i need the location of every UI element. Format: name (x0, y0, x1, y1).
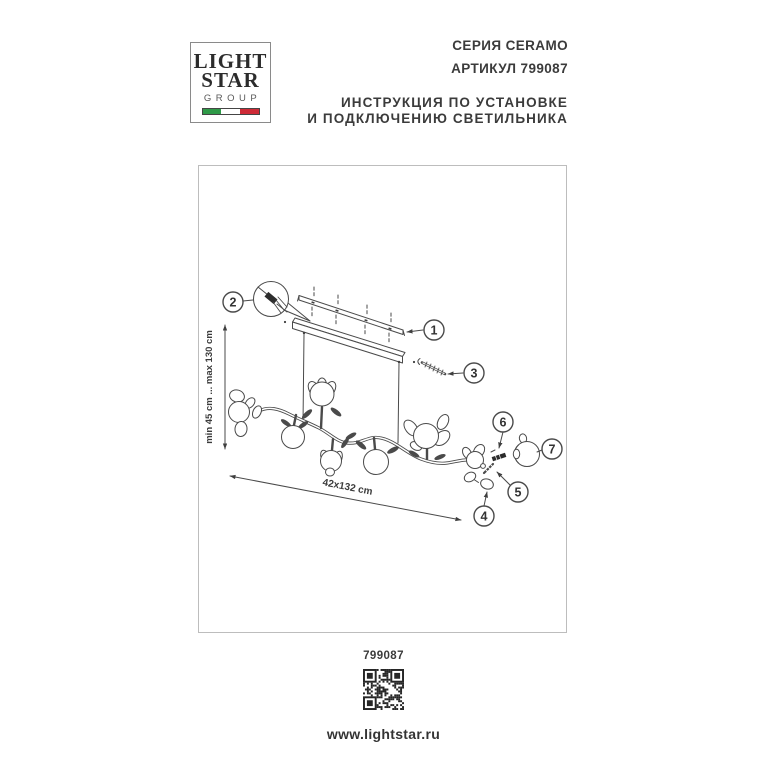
italian-flag (202, 108, 260, 115)
callout-3 (464, 363, 484, 383)
series-title: СЕРИЯ CERAMO (452, 38, 568, 53)
header-titles (307, 34, 568, 126)
footer-article-number: 799087 (363, 650, 404, 662)
flag-green (203, 109, 222, 114)
callout-6 (493, 412, 513, 432)
article-title: АРТИКУЛ 799087 (451, 61, 568, 76)
callout-2-label: 2 (229, 295, 237, 310)
instruction-line-2: И ПОДКЛЮЧЕНИЮ СВЕТИЛЬНИКА (307, 110, 568, 126)
callout-5-label: 5 (514, 485, 522, 500)
flower-lower (319, 431, 357, 476)
callout-1 (424, 320, 444, 340)
callout-7-label: 7 (548, 442, 556, 457)
detached-petals (463, 470, 495, 491)
flag-white (221, 109, 240, 114)
flower-top (301, 378, 343, 428)
callout-2 (223, 292, 243, 312)
height-dimension-label: min 45 cm ... max 130 cm (204, 330, 215, 444)
footer-website: www.lightstar.ru (326, 726, 441, 742)
flower-shade (513, 433, 539, 466)
height-dimension (204, 325, 225, 449)
installation-diagram (199, 166, 565, 631)
callout-7 (542, 439, 562, 459)
callout-6-label: 6 (499, 415, 507, 430)
installation-diagram-frame (198, 165, 567, 633)
flower-left (228, 388, 263, 437)
qr-code (363, 669, 404, 710)
screw-anchor (413, 359, 445, 376)
callout-1-label: 1 (430, 323, 438, 338)
lightstar-logo (190, 42, 271, 123)
instruction-line-1: ИНСТРУКЦИЯ ПО УСТАНОВКЕ (340, 95, 568, 110)
callout-4 (474, 506, 494, 526)
width-dimension-label: 42x132 cm (321, 477, 374, 498)
callout-5 (508, 482, 528, 502)
callout-3-label: 3 (470, 366, 478, 381)
width-dimension (230, 476, 461, 520)
lamp-module (491, 450, 506, 461)
logo-word-group: GROUP (203, 93, 262, 104)
logo-word-light: LIGHT (193, 49, 268, 73)
flag-red (240, 109, 259, 114)
callout-4-label: 4 (480, 509, 488, 524)
logo-word-star: STAR (201, 68, 260, 92)
flower-branch-end (461, 442, 487, 468)
instruction-title (307, 95, 568, 126)
